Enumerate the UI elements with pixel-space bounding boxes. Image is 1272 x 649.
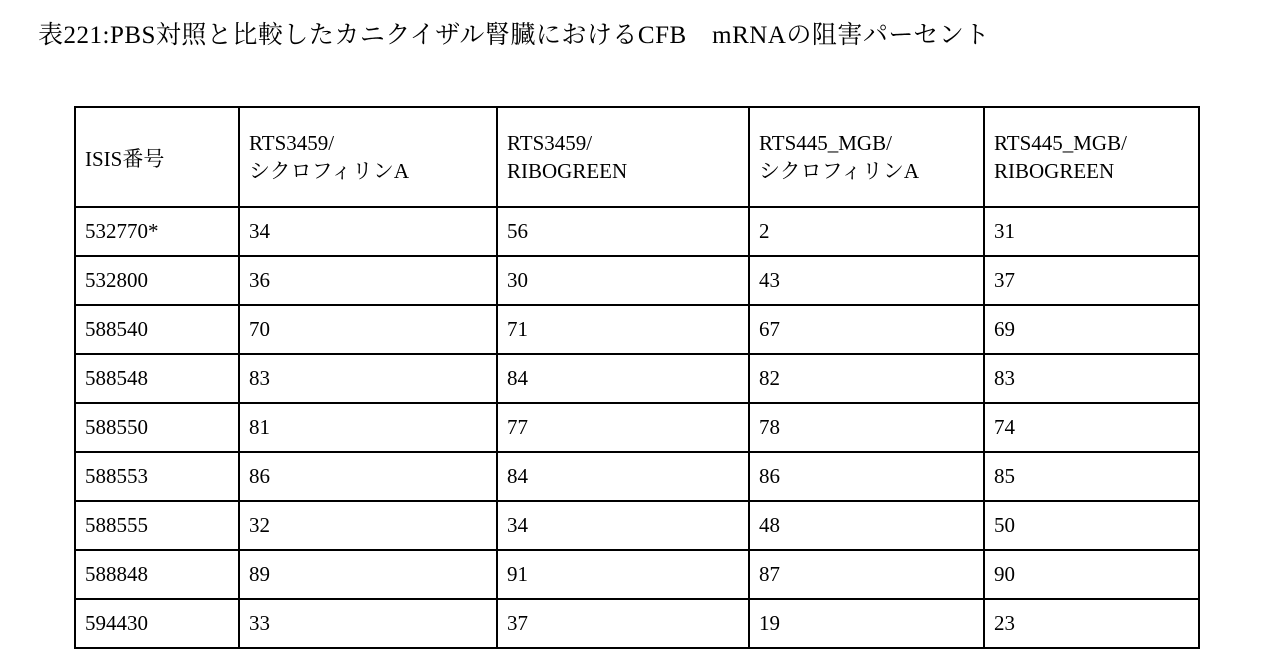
cell-value: 31 xyxy=(984,207,1199,256)
column-header-line: シクロフィリンA xyxy=(759,159,920,183)
cell-value: 83 xyxy=(984,354,1199,403)
cell-value: 2 xyxy=(749,207,984,256)
cell-value: 87 xyxy=(749,550,984,599)
cell-value: 74 xyxy=(984,403,1199,452)
cell-value: 34 xyxy=(497,501,749,550)
table-row xyxy=(75,501,1199,550)
cell-value: 86 xyxy=(749,452,984,501)
table-container xyxy=(74,106,1198,649)
column-header-rts445mgb-cyclophilin xyxy=(749,107,984,207)
table-row xyxy=(75,256,1199,305)
cell-value: 70 xyxy=(239,305,497,354)
table-body xyxy=(75,207,1199,648)
cell-value: 78 xyxy=(749,403,984,452)
cell-isis-number: 594430 xyxy=(75,599,239,648)
cell-value: 23 xyxy=(984,599,1199,648)
column-header-isis-number xyxy=(75,107,239,207)
cell-isis-number: 588550 xyxy=(75,403,239,452)
cell-value: 85 xyxy=(984,452,1199,501)
cell-isis-number: 588848 xyxy=(75,550,239,599)
table-row xyxy=(75,403,1199,452)
column-header-line: RTS445_MGB/ xyxy=(994,130,1127,155)
column-header-line: ISIS番号 xyxy=(85,146,165,171)
cell-value: 37 xyxy=(497,599,749,648)
table-row xyxy=(75,207,1199,256)
column-header-line: RIBOGREEN xyxy=(994,159,1115,183)
table-row xyxy=(75,452,1199,501)
column-header-line: シクロフィリンA xyxy=(249,159,410,183)
cell-value: 90 xyxy=(984,550,1199,599)
cell-isis-number: 588548 xyxy=(75,354,239,403)
cell-value: 83 xyxy=(239,354,497,403)
column-header-line: RTS3459/ xyxy=(507,130,593,155)
inhibition-data-table xyxy=(74,106,1200,649)
cell-value: 81 xyxy=(239,403,497,452)
cell-value: 34 xyxy=(239,207,497,256)
cell-value: 56 xyxy=(497,207,749,256)
column-header-line: RIBOGREEN xyxy=(507,159,628,183)
cell-value: 82 xyxy=(749,354,984,403)
cell-isis-number: 532770* xyxy=(75,207,239,256)
cell-value: 37 xyxy=(984,256,1199,305)
column-header-rts3459-cyclophilin xyxy=(239,107,497,207)
cell-value: 19 xyxy=(749,599,984,648)
table-header-row xyxy=(75,107,1199,207)
cell-value: 32 xyxy=(239,501,497,550)
cell-value: 48 xyxy=(749,501,984,550)
cell-value: 86 xyxy=(239,452,497,501)
cell-value: 77 xyxy=(497,403,749,452)
column-header-rts445mgb-ribogreen xyxy=(984,107,1199,207)
table-header xyxy=(75,107,1199,207)
column-header-line: RTS445_MGB/ xyxy=(759,130,892,155)
cell-value: 67 xyxy=(749,305,984,354)
table-row xyxy=(75,550,1199,599)
table-row xyxy=(75,354,1199,403)
cell-value: 71 xyxy=(497,305,749,354)
table-caption: 表221:PBS対照と比較したカニクイザル腎臓におけるCFB mRNAの阻害パーセント xyxy=(38,22,990,49)
cell-value: 84 xyxy=(497,354,749,403)
table-row xyxy=(75,599,1199,648)
cell-value: 91 xyxy=(497,550,749,599)
cell-value: 84 xyxy=(497,452,749,501)
cell-value: 50 xyxy=(984,501,1199,550)
cell-isis-number: 588540 xyxy=(75,305,239,354)
cell-isis-number: 588553 xyxy=(75,452,239,501)
cell-value: 69 xyxy=(984,305,1199,354)
cell-value: 43 xyxy=(749,256,984,305)
cell-isis-number: 532800 xyxy=(75,256,239,305)
cell-isis-number: 588555 xyxy=(75,501,239,550)
table-row xyxy=(75,305,1199,354)
cell-value: 89 xyxy=(239,550,497,599)
cell-value: 30 xyxy=(497,256,749,305)
column-header-line: RTS3459/ xyxy=(249,130,335,155)
cell-value: 36 xyxy=(239,256,497,305)
column-header-rts3459-ribogreen xyxy=(497,107,749,207)
cell-value: 33 xyxy=(239,599,497,648)
